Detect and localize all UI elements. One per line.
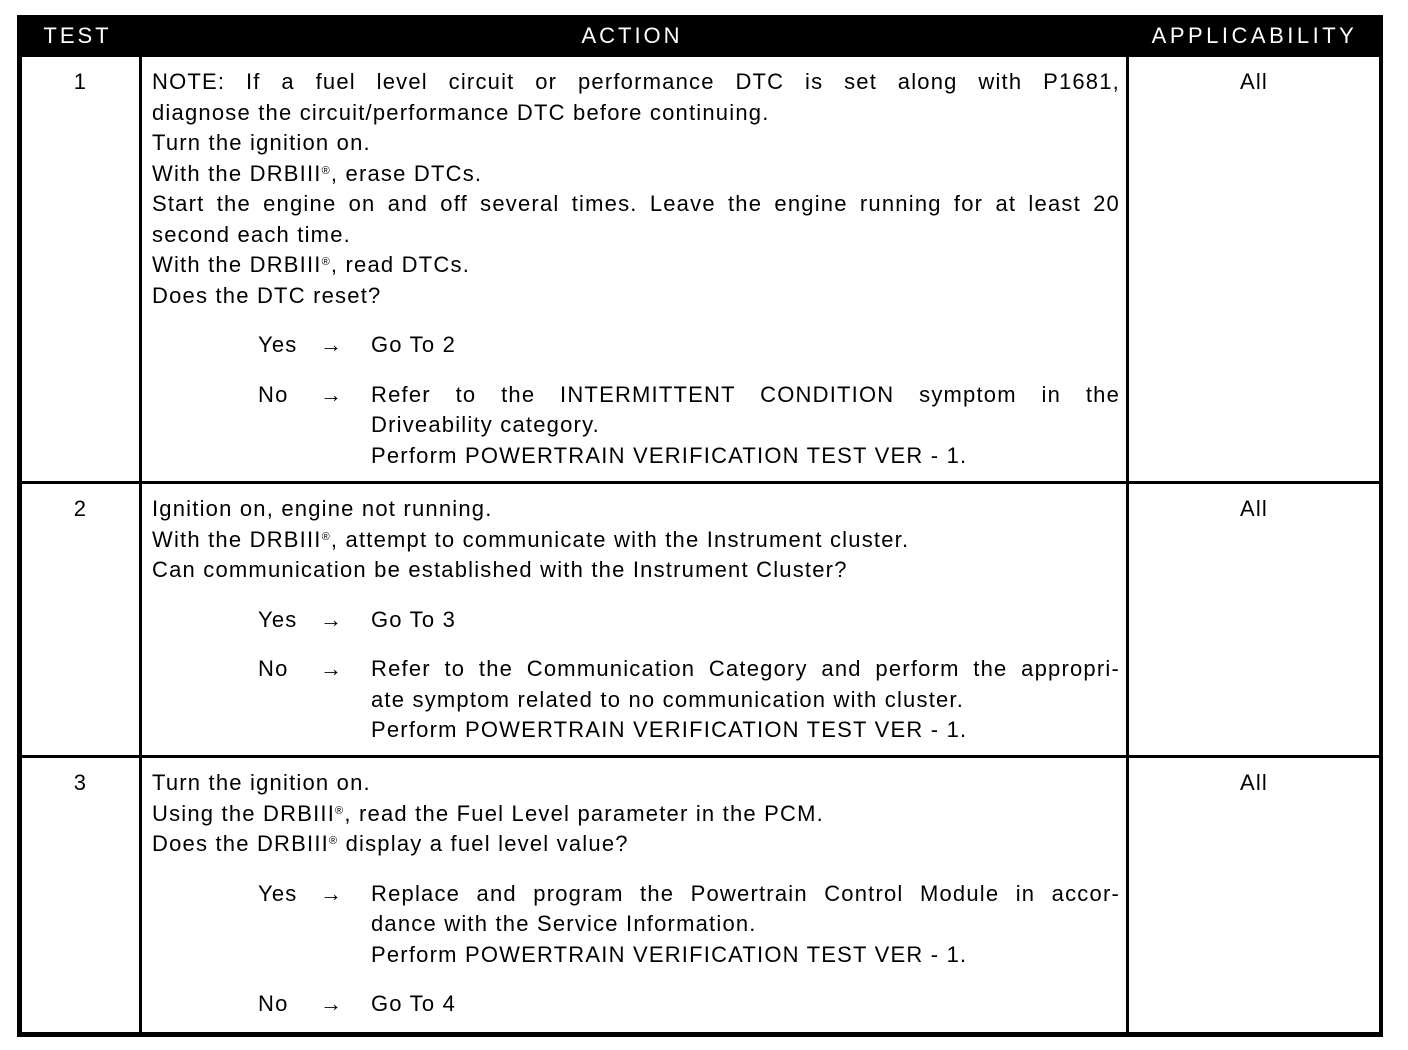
- yes-result: Go To 2: [371, 332, 457, 357]
- row-1-test-cell: [22, 57, 139, 481]
- applicability-value: All: [1239, 770, 1269, 795]
- yes-branch: [152, 605, 1120, 636]
- registered-mark: ®: [335, 804, 345, 817]
- no-label: No: [258, 991, 289, 1016]
- action-line: Turn the ignition on.: [152, 130, 371, 155]
- applicability-value: All: [1239, 69, 1269, 94]
- action-text: [152, 494, 1120, 746]
- action-line: second each time.: [152, 221, 351, 247]
- action-line: With the DRBIII®, erase DTCs.: [152, 160, 483, 186]
- yes-label: Yes: [258, 606, 298, 632]
- yes-label: Yes: [258, 332, 298, 357]
- header-applicability: APPLICABILITY: [1151, 23, 1358, 48]
- no-result: Refer to the Communication Category and perform the appropri- ate symptom related to no communication with cluster. Perform POWERTRAIN VERIFICATION TEST VER - 1.: [371, 656, 1120, 742]
- applicability-value: All: [1239, 496, 1269, 521]
- action-question: Does the DRBIII® display a fuel level value?: [152, 831, 629, 856]
- arrow-icon: →: [320, 381, 344, 407]
- yes-label: Yes: [258, 880, 298, 906]
- yes-result: Go To 3: [371, 606, 457, 632]
- registered-mark: ®: [321, 530, 331, 543]
- no-branch: [152, 654, 1120, 746]
- action-line: With the DRBIII®, attempt to communicate with the Instrument cluster.: [152, 526, 910, 552]
- registered-mark: ®: [321, 164, 331, 177]
- arrow-icon: →: [320, 991, 344, 1016]
- row-3-action-cell: [142, 758, 1126, 1032]
- no-result: Go To 4: [371, 991, 457, 1016]
- yes-branch: [152, 330, 1120, 361]
- registered-mark: ®: [321, 256, 331, 268]
- no-branch: [152, 989, 1120, 1020]
- diagnostic-table: [17, 15, 1383, 1037]
- header-test: TEST: [43, 23, 112, 48]
- arrow-icon: →: [320, 332, 344, 357]
- header-action: ACTION: [581, 23, 683, 48]
- arrow-icon: →: [320, 656, 344, 681]
- action-line: Start the engine on and off several times. Leave the engine running for at least 20: [152, 191, 1120, 216]
- arrow-icon: →: [320, 880, 344, 906]
- no-result: Refer to the INTERMITTENT CONDITION symptom in the Driveability category. Perform POWERTRAIN VERIFICATION TEST VER - 1.: [371, 381, 1120, 468]
- test-number: 3: [73, 770, 88, 795]
- action-line: Ignition on, engine not running.: [152, 496, 493, 521]
- action-text: [152, 768, 1120, 1020]
- row-3-test-cell: [22, 758, 139, 1032]
- test-number: 1: [73, 69, 88, 94]
- action-line: Turn the ignition on.: [152, 770, 371, 795]
- arrow-icon: →: [320, 606, 344, 632]
- row-2-test-cell: [22, 484, 139, 755]
- row-3-applicability-cell: [1129, 758, 1379, 1032]
- no-label: No: [258, 656, 289, 681]
- action-line: With the DRBIII®, read DTCs.: [152, 252, 471, 277]
- action-line: Using the DRBIII®, read the Fuel Level parameter in the PCM.: [152, 800, 824, 826]
- row-1-applicability-cell: [1129, 57, 1379, 481]
- registered-mark: ®: [328, 835, 339, 847]
- table-header: [17, 15, 1383, 57]
- row-1-action-cell: [142, 57, 1126, 481]
- action-line: diagnose the circuit/performance DTC before continuing.: [152, 99, 770, 125]
- row-2-applicability-cell: [1129, 484, 1379, 755]
- action-question: Can communication be established with the Instrument Cluster?: [152, 557, 848, 582]
- no-label: No: [258, 381, 289, 407]
- yes-result: Replace and program the Powertrain Control Module in accor- dance with the Service Information. Perform POWERTRAIN VERIFICATION TEST VER - 1.: [371, 880, 1120, 967]
- yes-branch: [152, 879, 1120, 971]
- test-number: 2: [73, 496, 88, 521]
- action-question: Does the DTC reset?: [152, 282, 382, 308]
- action-line: NOTE: If a fuel level circuit or performance DTC is set along with P1681,: [152, 69, 1120, 94]
- no-branch: [152, 380, 1120, 472]
- row-2-action-cell: [142, 484, 1126, 755]
- action-text: [152, 67, 1120, 471]
